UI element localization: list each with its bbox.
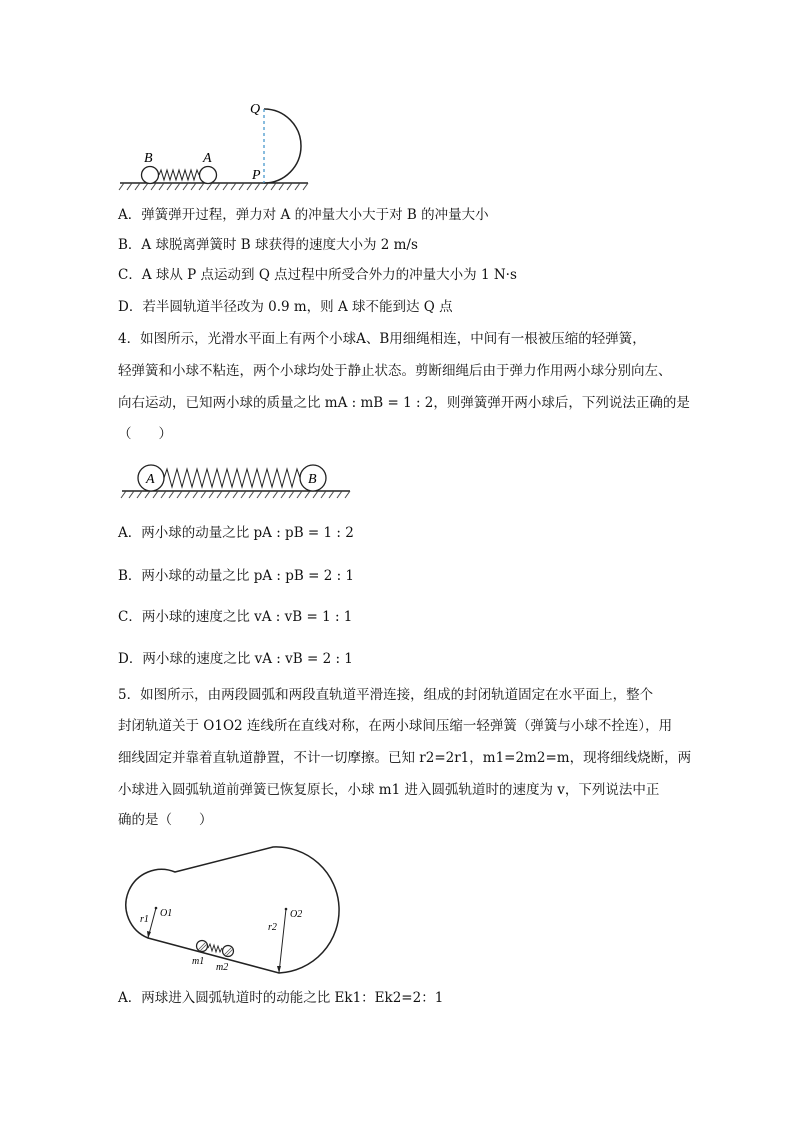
label-o1: O1 [160,908,173,919]
q5-stem-line2: 封闭轨道关于 O1O2 连线所在直线对称，在两小球间压缩一轻弹簧（弹簧与小球不拴连），用 [118,718,673,734]
label-a: A [203,151,212,166]
q4-option-b: B．两小球的动量之比 pA : pB = 2 : 1 [118,568,354,584]
q4-option-a: A．两小球的动量之比 pA : pB = 1 : 2 [118,525,354,541]
q5-option-a: A．两球进入圆弧轨道时的动能之比 Ek1：Ek2=2：1 [118,990,444,1006]
spring [208,944,222,952]
spring [164,469,300,487]
label-b: B [308,472,317,487]
q5-stem-line5: 确的是（ ） [118,812,213,828]
semicircle-track [264,109,301,183]
label-m1: m1 [192,956,205,967]
q4-stem-line2: 轻弹簧和小球不粘连，两个小球均处于静止状态。剪断细绳后由于弹力作用两小球分别向左、 [118,363,672,379]
q4-option-d: D．两小球的速度之比 vA : vB = 2 : 1 [118,651,353,667]
q3-option-c: C．A 球从 P 点运动到 Q 点过程中所受合外力的冲量大小为 1 N·s [118,267,517,283]
q3-option-d: D．若半圆轨道半径改为 0.9 m，则 A 球不能到达 Q 点 [118,299,453,315]
label-a: A [146,472,155,487]
figure-spring-semicircle [118,95,318,195]
q4-stem-line3: 向右运动，已知两小球的质量之比 mA : mB = 1 : 2，则弹簧弹开两小球后，下列说法正确的是 [118,395,690,411]
ball-b [142,167,159,184]
figure-two-balls-spring [118,458,358,504]
q4-stem-line4: （ ） [118,426,172,442]
figure-closed-track [118,842,363,980]
label-m2: m2 [216,962,229,973]
label-r2: r2 [268,922,277,933]
label-q: Q [250,102,261,117]
q4-stem-line1: 4．如图所示，光滑水平面上有两个小球A、B用细绳相连，中间有一根被压缩的轻弹簧， [118,331,646,347]
radius-r2 [279,909,286,973]
ball-a [200,167,217,184]
label-o2: O2 [290,909,303,920]
q5-stem-line1: 5．如图所示，由两段圆弧和两段直轨道平滑连接，组成的封闭轨道固定在水平面上，整个 [118,687,654,703]
q4-option-c: C．两小球的速度之比 vA : vB = 1 : 1 [118,609,353,625]
q5-stem-line4: 小球进入圆弧轨道前弹簧已恢复原长，小球 m1 进入圆弧轨道时的速度为 v，下列说法中正 [118,782,660,798]
label-p: P [252,168,261,183]
q3-option-b: B．A 球脱离弹簧时 B 球获得的速度大小为 2 m/s [118,237,418,253]
q5-stem-line3: 细线固定并靠着直轨道静置，不计一切摩擦。已知 r2=2r1，m1=2m2=m，现将细线烧断，两 [118,750,692,766]
spring [159,170,199,180]
q3-option-a: A．弹簧弹开过程，弹力对 A 的冲量大小大于对 B 的冲量大小 [118,207,489,223]
label-b: B [144,151,153,166]
label-r1: r1 [140,914,149,925]
